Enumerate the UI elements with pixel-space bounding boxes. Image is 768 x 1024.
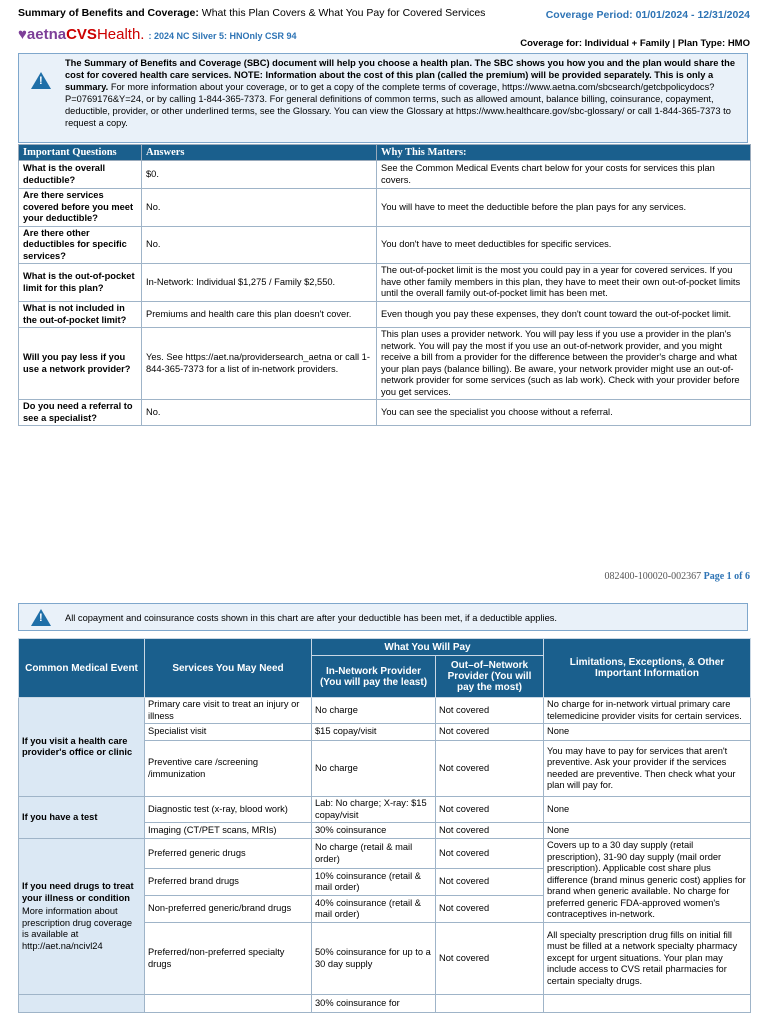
answer-cell: $0.	[142, 161, 377, 189]
important-questions-table	[18, 144, 751, 426]
out-network-cell: Not covered	[436, 797, 544, 823]
in-network-cell: No charge	[312, 698, 436, 724]
limits-cell: No charge for in-network virtual primary care telemedicine provider visits for certain services.	[544, 698, 751, 724]
in-network-cell: No charge	[312, 741, 436, 797]
service-cell: Specialist visit	[145, 724, 312, 741]
event-row	[19, 698, 751, 724]
why-cell: The out-of-pocket limit is the most you could pay in a year for covered services. If you have other family members in this plan, they have to meet their own out-of-pocket limits until the overall family out-of-pocket limit has been met.	[377, 264, 751, 302]
service-cell: Diagnostic test (x-ray, blood work)	[145, 797, 312, 823]
question-row	[19, 264, 751, 302]
why-cell: You can see the specialist you choose without a referral.	[377, 400, 751, 426]
in-network-cell: 40% coinsurance (retail & mail order)	[312, 896, 436, 923]
document-title	[18, 7, 485, 19]
out-network-cell: Not covered	[436, 823, 544, 839]
answer-cell: No.	[142, 400, 377, 426]
event-label: If you have a test	[22, 811, 98, 822]
service-cell: Primary care visit to treat an injury or illness	[145, 698, 312, 724]
header-in-network: In-Network Provider (You will pay the least)	[312, 656, 436, 698]
event-row	[19, 797, 751, 823]
out-network-cell: Not covered	[436, 698, 544, 724]
question-cell: Will you pay less if you use a network provider?	[19, 328, 142, 400]
question-cell: Are there services covered before you meet your deductible?	[19, 189, 142, 227]
limits-cell: None	[544, 797, 751, 823]
service-cell: Imaging (CT/PET scans, MRIs)	[145, 823, 312, 839]
header-limits: Limitations, Exceptions, & Other Important Information	[544, 639, 751, 698]
service-cell: Non-preferred generic/brand drugs	[145, 896, 312, 923]
in-network-cell: 30% coinsurance for	[312, 995, 436, 1013]
event-label: If you need drugs to treat your illness or condition	[22, 881, 134, 903]
service-cell: Preventive care /screening /immunization	[145, 741, 312, 797]
why-cell: Even though you pay these expenses, they don't count toward the out-of-pocket limit.	[377, 302, 751, 328]
answer-cell: No.	[142, 226, 377, 264]
answer-cell: In-Network: Individual $1,275 / Family $2,550.	[142, 264, 377, 302]
cost-notice	[18, 603, 748, 631]
warning-icon: !	[31, 72, 51, 89]
service-cell: Preferred/non-preferred specialty drugs	[145, 923, 312, 995]
header-cell: Important Questions	[19, 145, 142, 161]
notice-body: For more information about your coverage, or to get a copy of the complete terms of coverage, https://www.aetna.com/sbcsearch/getcbpolicydocs?P=0769176&Y=24, or by calling 1-844-365-7373. For general definitions of common terms, such as allowed amount, balance billing, coinsurance, copayment, deductible, provider, or other underlined terms, see the Glossary. You can view the Glossary at https://www.healthcare.gov/sbc-glossary/ or call 1-844-365-7373 to request a copy.	[65, 82, 731, 128]
out-network-cell: Not covered	[436, 923, 544, 995]
why-cell: You will have to meet the deductible before the plan pays for any services.	[377, 189, 751, 227]
in-network-cell: No charge (retail & mail order)	[312, 839, 436, 869]
logo-row	[18, 26, 297, 44]
page-number: Page 1 of 6	[703, 571, 750, 582]
question-cell: What is the overall deductible?	[19, 161, 142, 189]
why-cell: This plan uses a provider network. You will pay less if you use a provider in the plan's network. You will pay the most if you use an out-of-network provider, and you might receive a bill from a provider for the difference between the provider's charge and what your plan pays (balance billing). Be aware, your network provider might use an out-of-network provider for some services (such as lab work). Check with your provider before you get services.	[377, 328, 751, 400]
in-network-cell: 10% coinsurance (retail & mail order)	[312, 869, 436, 896]
service-cell: Preferred generic drugs	[145, 839, 312, 869]
out-network-cell	[436, 995, 544, 1013]
notice-text	[65, 57, 737, 129]
warning-icon: !	[31, 609, 51, 626]
event-cell	[19, 995, 145, 1013]
in-network-cell: $15 copay/visit	[312, 724, 436, 741]
event-subtext: More information about prescription drug coverage is available at http://aet.na/ncivl24	[22, 906, 133, 951]
title-rest: What this Plan Covers & What You Pay for Covered Services	[198, 7, 486, 19]
title-bold: Summary of Benefits and Coverage:	[18, 7, 199, 19]
header-services: Services You May Need	[145, 639, 312, 698]
out-network-cell: Not covered	[436, 869, 544, 896]
out-network-cell: Not covered	[436, 839, 544, 869]
event-row	[19, 995, 751, 1013]
cost-notice-text: All copayment and coinsurance costs shown in this chart are after your deductible has been met, if a deductible applies.	[65, 613, 557, 623]
limits-cell: All specialty prescription drug fills on initial fill must be filled at a network specialty pharmacy except for urgent situations. Your plan may include access to CVS retail pharmacies for certain specialty drugs.	[544, 923, 751, 995]
question-cell: What is the out-of-pocket limit for this plan?	[19, 264, 142, 302]
header-event: Common Medical Event	[19, 639, 145, 698]
coverage-for: Coverage for: Individual + Family | Plan Type: HMO	[520, 38, 750, 49]
sbc-notice	[18, 53, 748, 143]
question-row	[19, 328, 751, 400]
question-row	[19, 302, 751, 328]
out-network-cell: Not covered	[436, 741, 544, 797]
event-cell	[19, 797, 145, 839]
out-network-cell: Not covered	[436, 896, 544, 923]
header-cell: Why This Matters:	[377, 145, 751, 161]
question-row	[19, 226, 751, 264]
question-cell: Are there other deductibles for specific services?	[19, 226, 142, 264]
medical-events-table	[18, 638, 751, 1013]
answer-cell: Premiums and health care this plan doesn't cover.	[142, 302, 377, 328]
health-logo: Health.	[96, 26, 145, 43]
answer-cell: No.	[142, 189, 377, 227]
in-network-cell: 30% coinsurance	[312, 823, 436, 839]
service-cell	[145, 995, 312, 1013]
table-header-row	[19, 145, 751, 161]
page-footer	[604, 571, 750, 582]
question-row	[19, 400, 751, 426]
question-row	[19, 161, 751, 189]
answer-cell: Yes. See https://aet.na/providersearch_aetna or call 1-844-365-7373 for a list of in-network providers.	[142, 328, 377, 400]
in-network-cell: 50% coinsurance for up to a 30 day supply	[312, 923, 436, 995]
service-cell: Preferred brand drugs	[145, 869, 312, 896]
event-cell	[19, 698, 145, 797]
cvs-logo: CVS	[66, 26, 97, 43]
coverage-period: Coverage Period: 01/01/2024 - 12/31/2024	[545, 9, 750, 21]
out-network-cell: Not covered	[436, 724, 544, 741]
question-cell: Do you need a referral to see a specialist?	[19, 400, 142, 426]
limits-cell: Covers up to a 30 day supply (retail prescription), 31-90 day supply (mail order prescription). Applicable cost share plus difference (brand minus generic cost) applies for brand when generic available. No charge for preferred generic FDA-approved women's contraceptives in-network.	[544, 839, 751, 923]
in-network-cell: Lab: No charge; X-ray: $15 copay/visit	[312, 797, 436, 823]
question-row	[19, 189, 751, 227]
doc-id: 082400-100020-002367	[604, 571, 702, 582]
limits-cell: None	[544, 724, 751, 741]
header-pay: What You Will Pay	[312, 639, 544, 656]
question-cell: What is not included in the out-of-pocket limit?	[19, 302, 142, 328]
plan-name: : 2024 NC Silver 5: HNOnly CSR 94	[148, 31, 297, 41]
limits-cell: You may have to pay for services that aren't preventive. Ask your provider if the services needed are preventive. Then check what your plan will pay for.	[544, 741, 751, 797]
why-cell: You don't have to meet deductibles for specific services.	[377, 226, 751, 264]
why-cell: See the Common Medical Events chart below for your costs for services this plan covers.	[377, 161, 751, 189]
event-cell	[19, 839, 145, 995]
event-label: If you visit a health care provider's office or clinic	[22, 735, 133, 757]
limits-cell	[544, 995, 751, 1013]
limits-cell: None	[544, 823, 751, 839]
header-cell: Answers	[142, 145, 377, 161]
aetna-logo: ♥aetna	[18, 26, 67, 43]
event-row	[19, 839, 751, 869]
header-out-network: Out–of–Network Provider (You will pay the most)	[436, 656, 544, 698]
notice-bold: The Summary of Benefits and Coverage (SBC) document will help you choose a health plan. The SBC shows you how you and the plan would share the cost for covered health care services. NOTE: Information about the cost of this plan (called the premium) will be provided separately. This is only a summary.	[65, 58, 735, 92]
